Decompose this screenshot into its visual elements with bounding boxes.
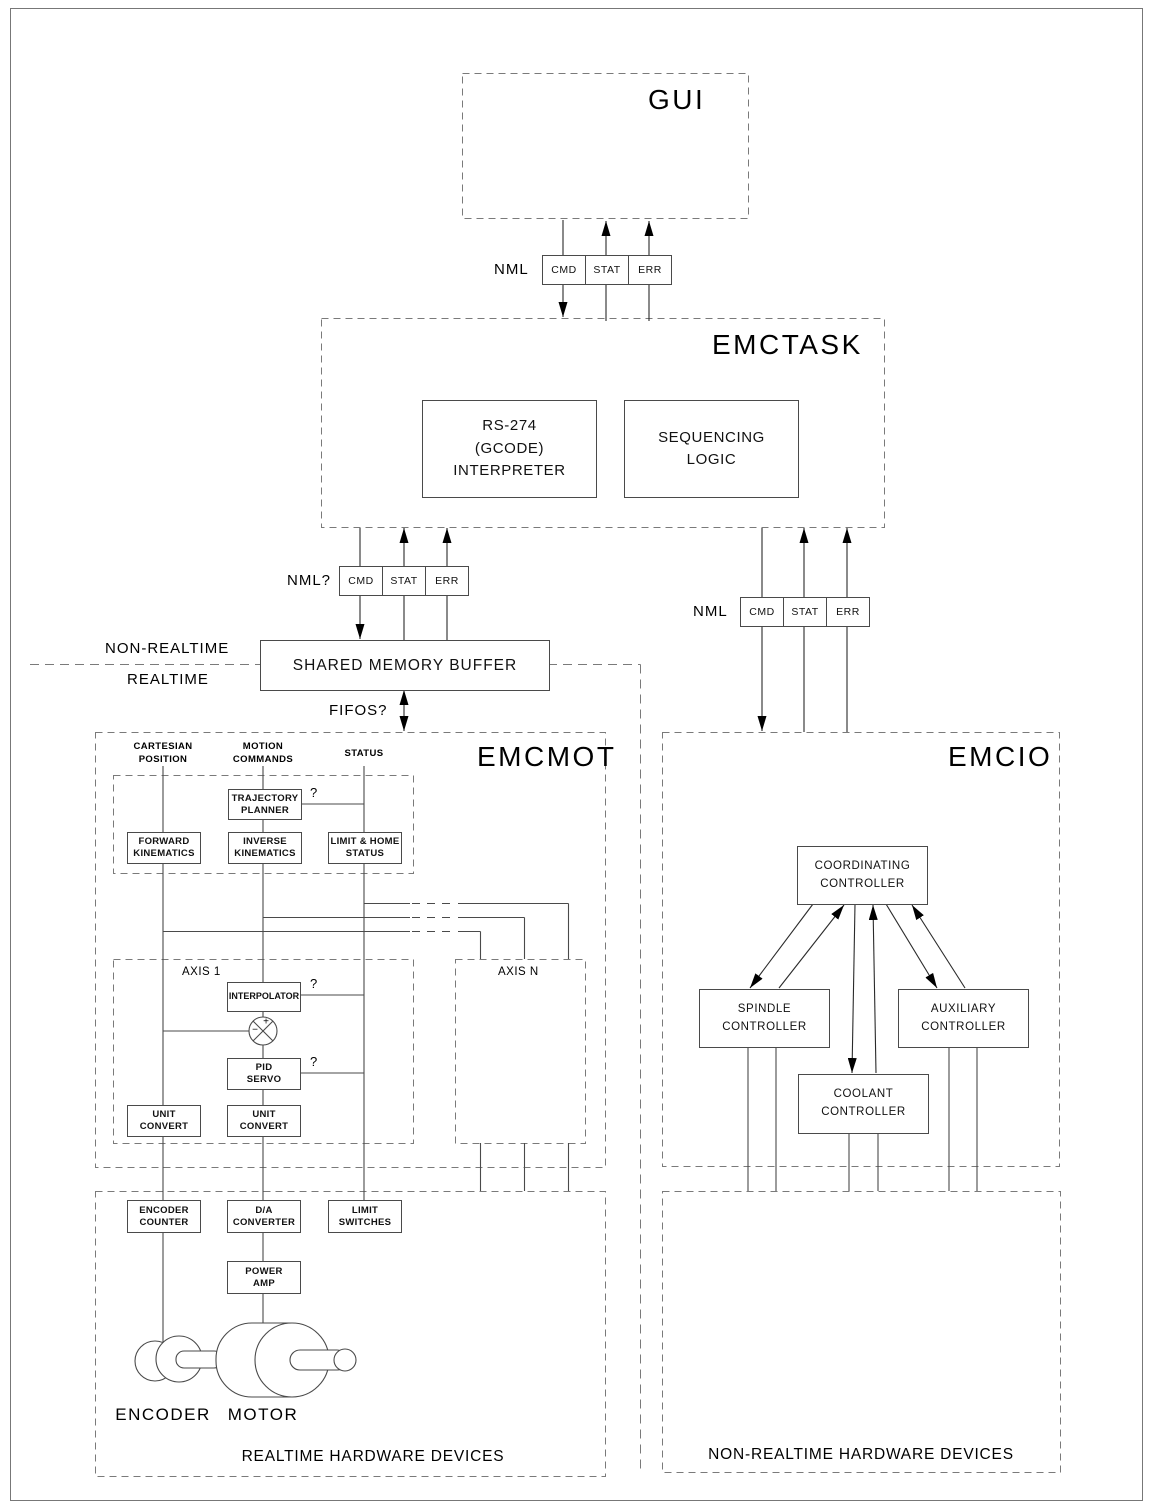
trajectory-planner-box: TRAJECTORY PLANNER xyxy=(228,789,302,820)
sum-minus-sign: − xyxy=(252,1024,258,1036)
encoder-drawing xyxy=(135,1336,222,1382)
nml-gui-stat-cell: STAT xyxy=(585,255,629,285)
realtime-label: REALTIME xyxy=(127,671,209,688)
nml-task-stat-cell: STAT xyxy=(382,566,426,596)
interpolator-box: INTERPOLATOR xyxy=(227,982,301,1012)
realtime-hw-label: REALTIME HARDWARE DEVICES xyxy=(241,1448,505,1465)
sequencing-logic-line1: SEQUENCING xyxy=(658,428,765,446)
axis-continuation-dashes xyxy=(412,904,456,932)
limit-switches-box: LIMIT SWITCHES xyxy=(328,1200,402,1233)
gcode-interpreter-line2: (GCODE) xyxy=(474,439,545,457)
power-amp-box: POWER AMP xyxy=(227,1261,301,1294)
axisn-box xyxy=(456,960,586,1144)
axis1-label: AXIS 1 xyxy=(182,966,221,978)
axisn-label: AXIS N xyxy=(498,966,539,978)
nml-gui-cells xyxy=(542,255,672,285)
nonrealtime-label: NON-REALTIME xyxy=(105,640,230,657)
limit-home-status-box: LIMIT & HOME STATUS xyxy=(328,832,402,864)
gcode-interpreter-line3: INTERPRETER xyxy=(453,462,566,480)
shared-memory-buffer-label: SHARED MEMORY BUFFER xyxy=(292,656,518,674)
nml-task-err-cell: ERR xyxy=(425,566,469,596)
nml-task-cmd-cell: CMD xyxy=(339,566,383,596)
nml-gui-err-cell: ERR xyxy=(628,255,672,285)
realtime-boundary-line xyxy=(30,665,641,1471)
encoder-label: ENCODER xyxy=(115,1405,211,1424)
realtime-hw-box xyxy=(96,1192,606,1477)
emctask-title: EMCTASK xyxy=(712,329,863,360)
nml-io-stat-cell: STAT xyxy=(783,597,827,627)
encoder-counter-box: ENCODER COUNTER xyxy=(127,1200,201,1233)
nml-io-err-cell: ERR xyxy=(826,597,870,627)
emcio-title: EMCIO xyxy=(948,741,1053,772)
emcmot-box xyxy=(96,733,606,1168)
nml-io-cmd-cell: CMD xyxy=(740,597,784,627)
motor-drawing xyxy=(216,1323,356,1397)
motion-commands-header: MOTION COMMANDS xyxy=(232,741,294,765)
nml-gui-label: NML xyxy=(494,261,529,278)
trajectory-question-mark: ? xyxy=(310,785,318,800)
pid-question-mark: ? xyxy=(310,1054,318,1069)
sequencing-logic-box xyxy=(624,400,799,498)
motor-label: MOTOR xyxy=(227,1405,299,1424)
nml-io-cells xyxy=(740,597,870,627)
unit-convert-box-b: UNIT CONVERT xyxy=(227,1105,301,1137)
coordinating-controller-box: COORDINATING CONTROLLER xyxy=(797,846,928,905)
nml-task-cells xyxy=(339,566,469,596)
da-converter-box: D/A CONVERTER xyxy=(227,1200,301,1233)
fifos-label: FIFOS? xyxy=(329,702,388,719)
unit-convert-box-a: UNIT CONVERT xyxy=(127,1105,201,1137)
shared-memory-buffer-box xyxy=(260,640,550,691)
gui-title: GUI xyxy=(648,84,706,115)
sequencing-logic-line2: LOGIC xyxy=(686,451,737,468)
forward-kinematics-box: FORWARD KINEMATICS xyxy=(127,832,201,864)
gui-box xyxy=(463,74,749,219)
coolant-controller-box: COOLANT CONTROLLER xyxy=(798,1074,929,1134)
interpolator-question-mark: ? xyxy=(310,976,318,991)
nml-io-label: NML xyxy=(693,603,728,620)
spindle-controller-box: SPINDLE CONTROLLER xyxy=(699,989,830,1048)
inverse-kinematics-box: INVERSE KINEMATICS xyxy=(228,832,302,864)
nml-gui-cmd-cell: CMD xyxy=(542,255,586,285)
pid-servo-box: PID SERVO xyxy=(227,1058,301,1090)
cartesian-position-header: CARTESIAN POSITION xyxy=(133,741,193,765)
nonrealtime-hw-label: NON-REALTIME HARDWARE DEVICES xyxy=(708,1446,1014,1463)
auxiliary-controller-box: AUXILIARY CONTROLLER xyxy=(898,989,1029,1048)
emcmot-title: EMCMOT xyxy=(477,741,617,772)
status-header: STATUS xyxy=(344,748,384,759)
nonrealtime-hw-box xyxy=(663,1192,1061,1473)
gcode-interpreter-box xyxy=(422,400,597,498)
sum-plus-sign: + xyxy=(263,1016,269,1028)
gcode-interpreter-line1: RS-274 xyxy=(482,417,537,435)
nml-task-label: NML? xyxy=(287,572,332,589)
